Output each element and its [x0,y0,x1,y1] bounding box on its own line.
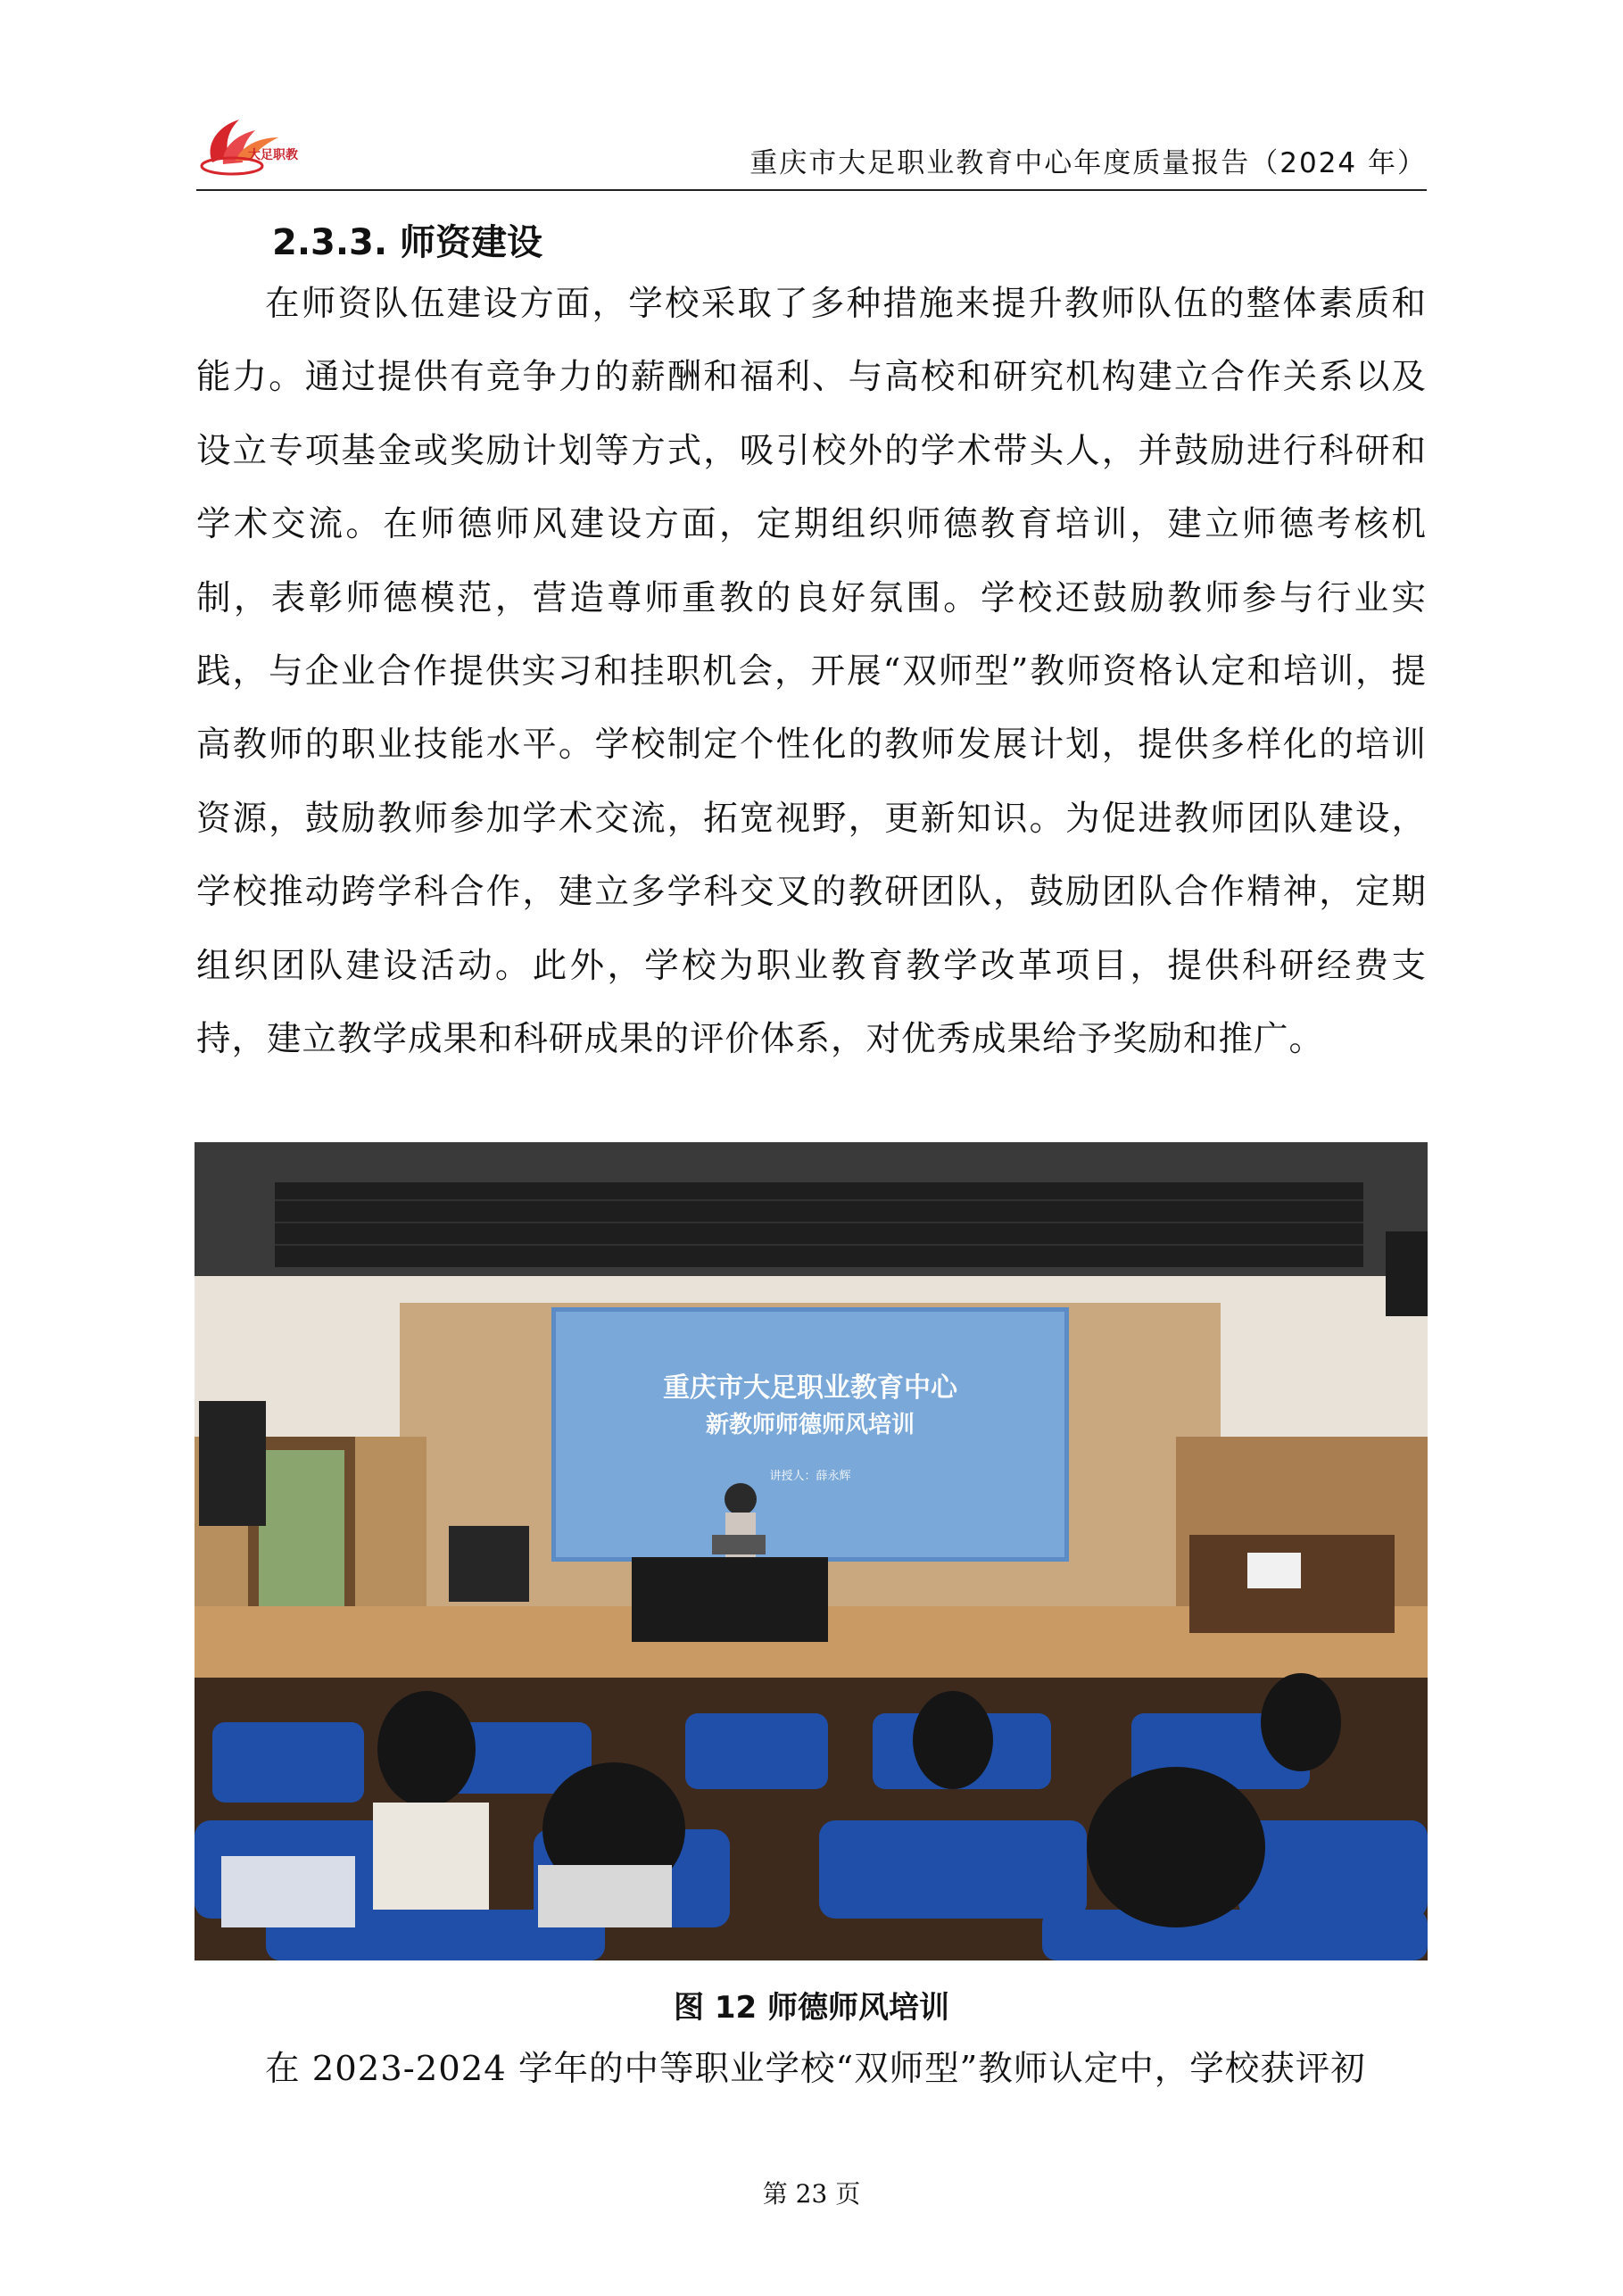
screen-title-line2: 新教师师德师风培训 [705,1412,915,1438]
figure-caption: 图 12 师德师风培训 [674,1990,949,2026]
screen-speaker: 讲授人：薛永辉 [769,1470,851,1483]
screen-title-line1: 重庆市大足职业教育中心 [663,1372,957,1404]
report-title: 重庆市大足职业教育中心年度质量报告（2024 年） [749,147,1427,179]
school-logo [196,111,321,182]
section-paragraph: 在师资队伍建设方面，学校采取了多种措施来提升教师队伍的整体素质和能力。通过提供有竞争力的薪酬和福利、与高校和研究机构建立合作关系以及设立专项基金或奖励计划等方式，吸引校外的学术带头人，并鼓励进行科研和学术交流。在师德师风建设方面，定期组织师德教育培训，建立师德考核机制，表彰师德模范，营造尊师重教的良好氛围。学校还鼓励教师参与行业实践，与企业合作提供实习和挂职机会，开展“双师型”教师资格认定和培训，提高教师的职业技能水平。学校制定个性化的教师发展计划，提供多样化的培训资源，鼓励教师参加学术交流，拓宽视野，更新知识。为促进教师团队建设，学校推动跨学科合作，建立多学科交叉的教研团队，鼓励团队合作精神，定期组织团队建设活动。此外，学校为职业教育教学改革项目，提供科研经费支持，建立教学成果和科研成果的评价体系，对优秀成果给予奖励和推广。 [196,284,1427,1060]
logo-text: 大足职教 [248,148,298,162]
training-photo [195,1142,1428,1960]
page-number: 第 23 页 [762,2179,861,2209]
page-header [196,107,1427,191]
section-heading: 2.3.3. 师资建设 [272,222,543,263]
continuation-paragraph: 在 2023-2024 学年的中等职业学校“双师型”教师认定中，学校获评初 [265,2049,1366,2089]
